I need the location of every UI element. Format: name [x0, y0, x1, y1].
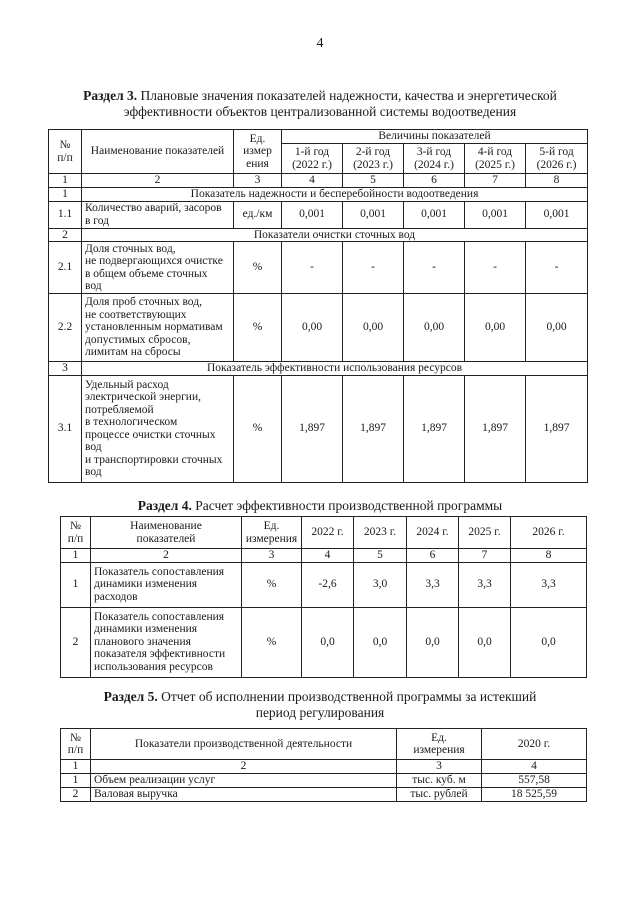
index-cell: 1 [61, 549, 91, 563]
row-value: 0,00 [282, 294, 343, 362]
row-value: - [526, 242, 588, 294]
row-num: 3.1 [49, 375, 82, 482]
table-row [49, 294, 588, 362]
section-4-title: Расчет эффективности производственной программы [191, 498, 503, 513]
section-3-title-line-2: эффективности объектов централизованной системы водоотведения [123, 104, 517, 119]
header-num: № п/п [61, 517, 91, 549]
section-4-heading [0, 498, 640, 514]
row-name: Удельный расход электрической энергии, потребляемой в технологическом процессе очистки сточных вод и транспортировки сточных вод [82, 375, 234, 482]
index-cell: 4 [302, 549, 354, 563]
row-value: 0,001 [282, 201, 343, 228]
row-value: 1,897 [404, 375, 465, 482]
row-num: 2.1 [49, 242, 82, 294]
index-cell: 3 [242, 549, 302, 563]
section-5-heading [0, 689, 640, 721]
section-5-title-line-2: период регулирования [255, 705, 385, 720]
header-year: 1-й год (2022 г.) [282, 144, 343, 174]
header-unit: Ед. измерения [242, 517, 302, 549]
row-value: -2,6 [302, 562, 354, 607]
row-value: 3,3 [459, 562, 511, 607]
table-row [61, 773, 587, 787]
row-value: 0,001 [343, 201, 404, 228]
header-year: 2024 г. [407, 517, 459, 549]
row-num: 2 [61, 787, 91, 801]
row-unit: % [234, 242, 282, 294]
index-cell: 1 [49, 174, 82, 188]
index-cell: 6 [404, 174, 465, 188]
row-value: 0,0 [407, 607, 459, 677]
page-number: 4 [316, 36, 324, 51]
group-title: Показатель надежности и бесперебойности водоотведения [82, 187, 588, 201]
header-name: Наименование показателей [82, 130, 234, 174]
row-value: 0,0 [302, 607, 354, 677]
index-cell: 2 [91, 760, 397, 774]
section-4-table [60, 516, 587, 678]
row-unit: % [234, 294, 282, 362]
group-row [49, 228, 588, 242]
group-row [49, 187, 588, 201]
header-year: 5-й год (2026 г.) [526, 144, 588, 174]
row-value: 0,00 [526, 294, 588, 362]
row-value: 1,897 [526, 375, 588, 482]
row-value: 0,00 [343, 294, 404, 362]
header-num: № п/п [61, 729, 91, 760]
row-name: Доля сточных вод, не подвергающихся очистке в общем объеме сточных вод [82, 242, 234, 294]
row-value: - [404, 242, 465, 294]
row-num: 1 [61, 562, 91, 607]
row-unit: % [242, 562, 302, 607]
row-value: 0,00 [465, 294, 526, 362]
header-values: Величины показателей [282, 130, 588, 144]
row-value: 0,00 [404, 294, 465, 362]
index-cell: 2 [91, 549, 242, 563]
row-value: 0,001 [526, 201, 588, 228]
section-4-label: Раздел 4. [137, 498, 192, 513]
group-title: Показатель эффективности использования ресурсов [82, 362, 588, 376]
table-row [61, 787, 587, 801]
section-5-title-line-1: Отчет об исполнении производственной программы за истекший [157, 689, 537, 704]
section-3-heading [0, 88, 640, 120]
row-name: Доля проб сточных вод, не соответствующих установленным нормативам допустимых сбросов, лимитам на сбросы [82, 294, 234, 362]
row-value: - [343, 242, 404, 294]
group-num: 1 [49, 187, 82, 201]
row-name: Количество аварий, засоров в год [82, 201, 234, 228]
group-row [49, 362, 588, 376]
index-row [61, 760, 587, 774]
row-value: 0,0 [459, 607, 511, 677]
section-3-table [48, 129, 588, 483]
row-value: 3,3 [407, 562, 459, 607]
row-unit: % [242, 607, 302, 677]
row-name: Объем реализации услуг [91, 773, 397, 787]
header-year: 4-й год (2025 г.) [465, 144, 526, 174]
row-name: Валовая выручка [91, 787, 397, 801]
row-unit: тыс. рублей [397, 787, 482, 801]
table-row [49, 201, 588, 228]
header-num: № п/п [49, 130, 82, 174]
row-value: 0,001 [404, 201, 465, 228]
table-row [49, 242, 588, 294]
header-year: 2026 г. [511, 517, 587, 549]
row-value: 3,0 [354, 562, 407, 607]
index-cell: 1 [61, 760, 91, 774]
header-year: 2022 г. [302, 517, 354, 549]
row-name: Показатель сопоставления динамики изменения планового значения показателя эффективности использования ресурсов [91, 607, 242, 677]
header-year: 2023 г. [354, 517, 407, 549]
header-year: 2-й год (2023 г.) [343, 144, 404, 174]
table-row [61, 562, 587, 607]
section-3-title-line-1: Плановые значения показателей надежности, качества и энергетической [137, 88, 557, 103]
row-value: 0,0 [511, 607, 587, 677]
header-year: 3-й год (2024 г.) [404, 144, 465, 174]
row-value: 3,3 [511, 562, 587, 607]
row-unit: тыс. куб. м [397, 773, 482, 787]
row-value: 18 525,59 [482, 787, 587, 801]
row-num: 2.2 [49, 294, 82, 362]
index-cell: 8 [511, 549, 587, 563]
index-cell: 7 [459, 549, 511, 563]
row-value: 1,897 [465, 375, 526, 482]
row-value: 0,001 [465, 201, 526, 228]
index-cell: 5 [354, 549, 407, 563]
row-value: - [282, 242, 343, 294]
row-num: 1.1 [49, 201, 82, 228]
row-name: Показатель сопоставления динамики изменения расходов [91, 562, 242, 607]
table-row [49, 375, 588, 482]
index-cell: 5 [343, 174, 404, 188]
row-value: - [465, 242, 526, 294]
row-num: 2 [61, 607, 91, 677]
index-cell: 7 [465, 174, 526, 188]
index-row [49, 174, 588, 188]
section-3-label: Раздел 3. [83, 88, 138, 103]
section-5-label: Раздел 5. [103, 689, 158, 704]
header-year: 2025 г. [459, 517, 511, 549]
index-cell: 6 [407, 549, 459, 563]
group-title: Показатели очистки сточных вод [82, 228, 588, 242]
table-row [61, 607, 587, 677]
header-year: 2020 г. [482, 729, 587, 760]
row-unit: % [234, 375, 282, 482]
row-value: 1,897 [282, 375, 343, 482]
row-num: 1 [61, 773, 91, 787]
header-name: Показатели производственной деятельности [91, 729, 397, 760]
header-unit: Ед. измерения [397, 729, 482, 760]
row-value: 557,58 [482, 773, 587, 787]
row-unit: ед./км [234, 201, 282, 228]
group-num: 2 [49, 228, 82, 242]
index-cell: 2 [82, 174, 234, 188]
row-value: 1,897 [343, 375, 404, 482]
index-cell: 3 [397, 760, 482, 774]
row-value: 0,0 [354, 607, 407, 677]
index-row [61, 549, 587, 563]
header-name: Наименование показателей [91, 517, 242, 549]
index-cell: 4 [482, 760, 587, 774]
index-cell: 3 [234, 174, 282, 188]
header-unit: Ед. измер ения [234, 130, 282, 174]
group-num: 3 [49, 362, 82, 376]
section-5-table [60, 728, 587, 802]
index-cell: 4 [282, 174, 343, 188]
index-cell: 8 [526, 174, 588, 188]
